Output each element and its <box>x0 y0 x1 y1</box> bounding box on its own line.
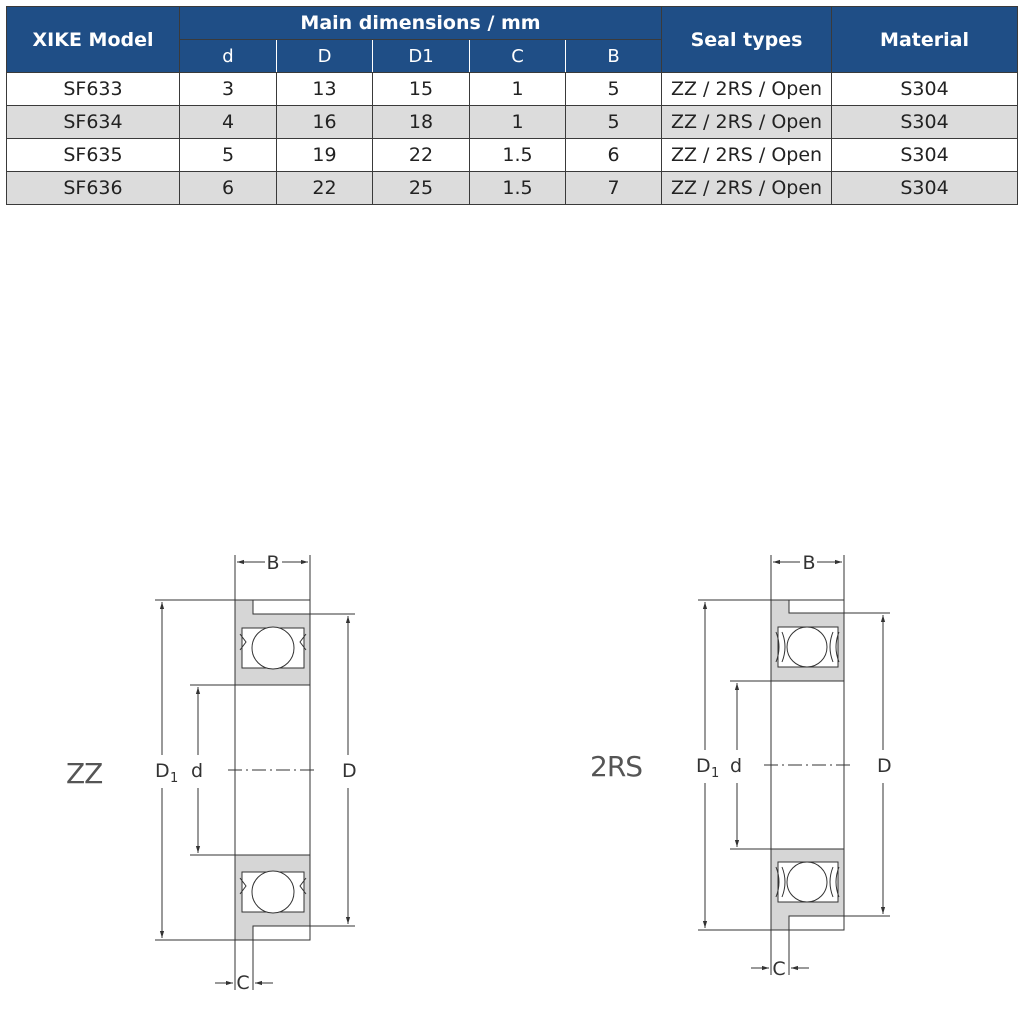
cell-seal: ZZ / 2RS / Open <box>662 73 832 106</box>
zz-dim-D1: D <box>155 760 170 782</box>
cell-D1: 25 <box>373 172 470 205</box>
zz-dim-B: B <box>266 552 280 574</box>
header-d: d <box>180 40 277 73</box>
cell-B: 5 <box>566 73 662 106</box>
header-D: D <box>277 40 373 73</box>
cell-C: 1.5 <box>470 139 566 172</box>
zz-dim-C: C <box>236 972 250 994</box>
ball-bottom <box>787 862 827 902</box>
zz-dim-D1-sub: 1 <box>170 771 179 786</box>
rs-dim-D1-sub: 1 <box>711 766 720 781</box>
cell-C: 1 <box>470 73 566 106</box>
cell-model: SF635 <box>7 139 180 172</box>
cell-C: 1.5 <box>470 172 566 205</box>
2rs-type-label: 2RS <box>590 750 643 783</box>
header-seal-types: Seal types <box>662 7 832 73</box>
zz-dim-D: D <box>342 760 357 782</box>
ball-top <box>787 627 827 667</box>
cell-B: 7 <box>566 172 662 205</box>
cell-material: S304 <box>832 106 1018 139</box>
header-B: B <box>566 40 662 73</box>
header-D1: D1 <box>373 40 470 73</box>
zz-dim-d: d <box>191 760 204 782</box>
cell-d: 5 <box>180 139 277 172</box>
cell-D1: 15 <box>373 73 470 106</box>
cell-C: 1 <box>470 106 566 139</box>
header-material: Material <box>832 7 1018 73</box>
cell-d: 4 <box>180 106 277 139</box>
rs-dim-C: C <box>772 958 786 980</box>
header-C: C <box>470 40 566 73</box>
rs-dim-B: B <box>802 552 816 574</box>
rs-dim-d: d <box>730 755 743 777</box>
cell-B: 6 <box>566 139 662 172</box>
cell-D: 13 <box>277 73 373 106</box>
cell-seal: ZZ / 2RS / Open <box>662 106 832 139</box>
header-main-dimensions: Main dimensions / mm <box>180 7 662 40</box>
cell-model: SF636 <box>7 172 180 205</box>
rs-dim-D1: D <box>696 755 711 777</box>
cell-material: S304 <box>832 172 1018 205</box>
cell-B: 5 <box>566 106 662 139</box>
cell-seal: ZZ / 2RS / Open <box>662 172 832 205</box>
cell-D: 19 <box>277 139 373 172</box>
cell-D: 16 <box>277 106 373 139</box>
cell-material: S304 <box>832 139 1018 172</box>
cell-D1: 18 <box>373 106 470 139</box>
cell-model: SF633 <box>7 73 180 106</box>
cell-d: 6 <box>180 172 277 205</box>
rs-dim-D: D <box>877 755 892 777</box>
cell-d: 3 <box>180 73 277 106</box>
zz-type-label: ZZ <box>66 757 103 790</box>
header-model: XIKE Model <box>7 7 180 73</box>
cell-D1: 22 <box>373 139 470 172</box>
cell-D: 22 <box>277 172 373 205</box>
cell-material: S304 <box>832 73 1018 106</box>
cell-seal: ZZ / 2RS / Open <box>662 139 832 172</box>
cell-model: SF634 <box>7 106 180 139</box>
